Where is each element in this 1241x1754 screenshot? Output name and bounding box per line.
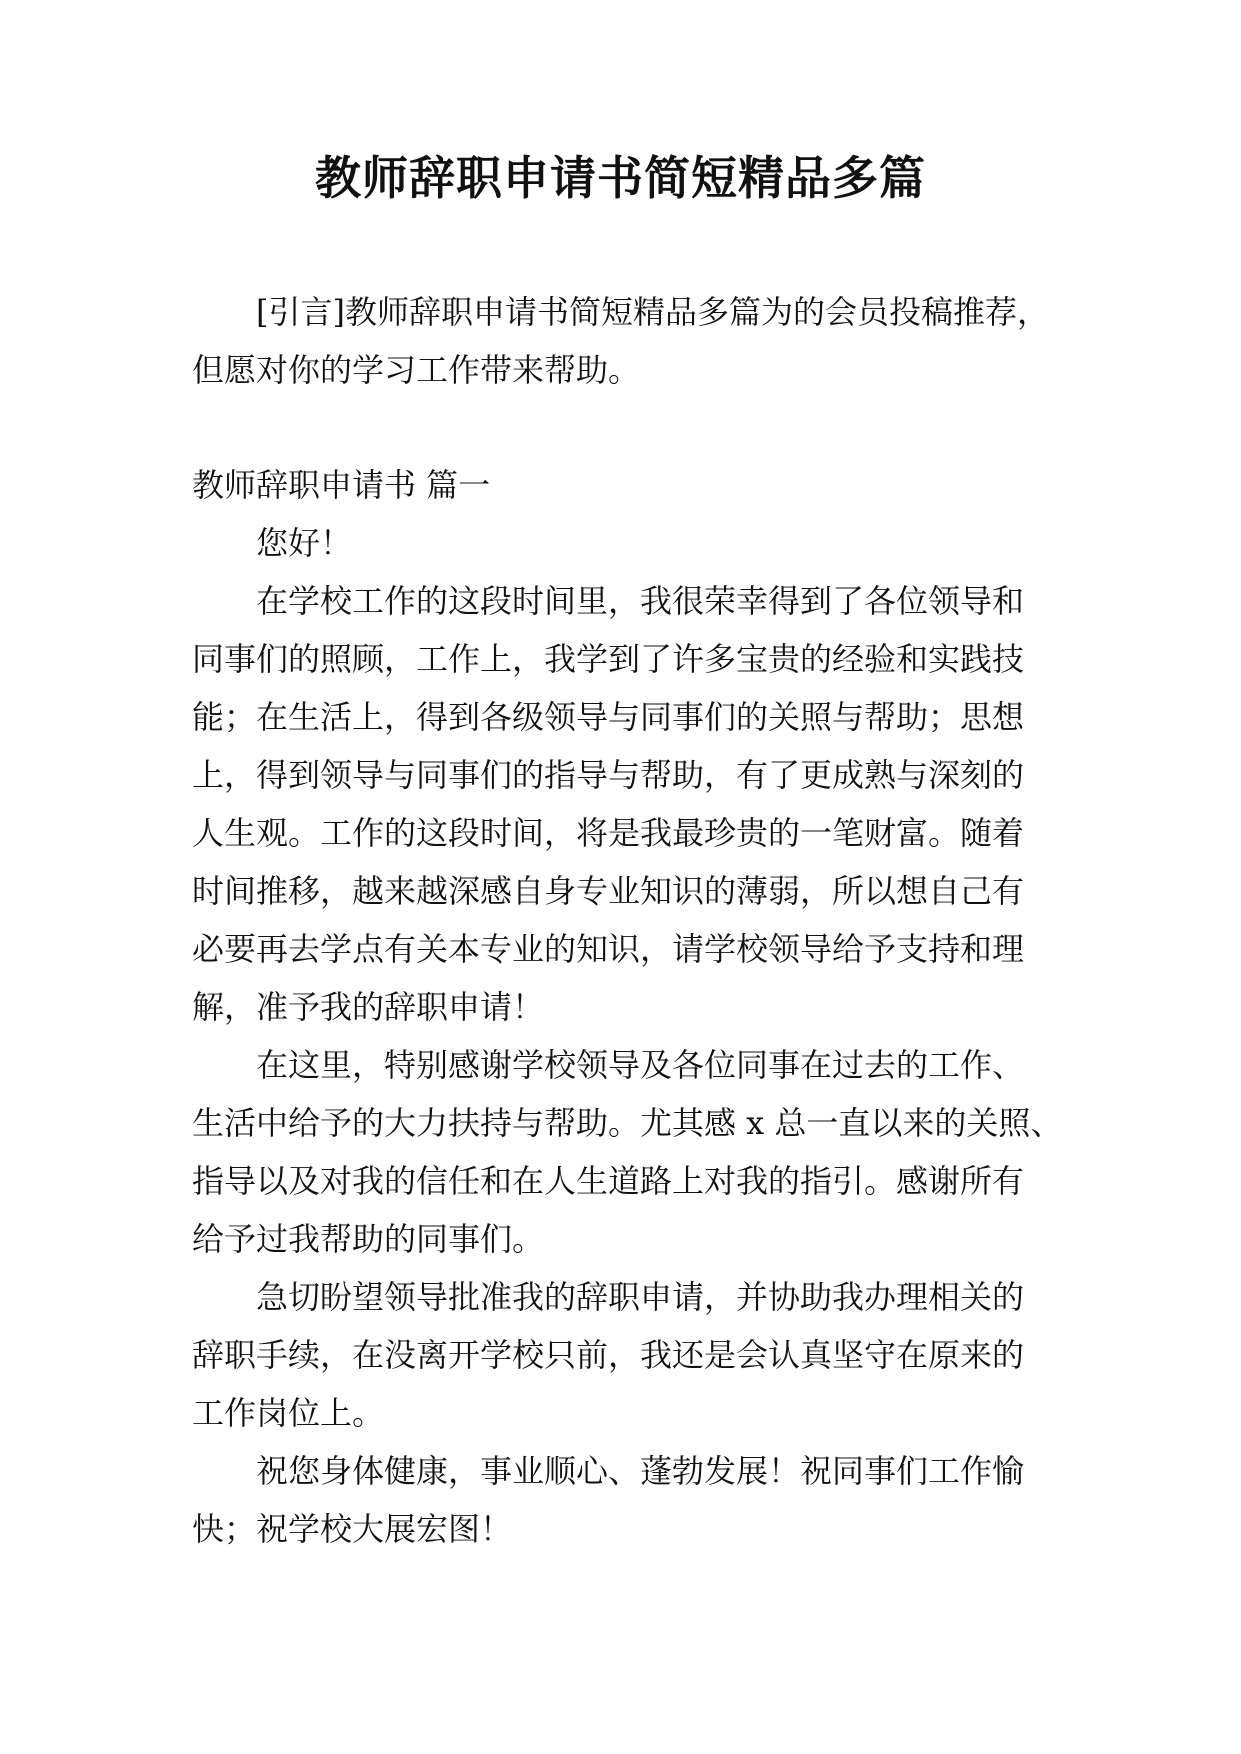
section-heading: 教师辞职申请书 篇一 [192,466,491,504]
document-body [192,283,1063,1558]
spacer [192,399,1052,456]
paragraph-line: 在学校工作的这段时间里，我很荣幸得到了各位领导和 [256,582,1025,620]
greeting: 您好！ [256,524,353,562]
paragraph-line: 工作岗位上。 [192,1394,385,1432]
body-paragraph [192,1442,1052,1558]
paragraph-line: 生活中给予的大力扶持与帮助。尤其感 x 总一直以来的关照、 [192,1104,1063,1142]
document-title: 教师辞职申请书简短精品多篇 [315,151,926,205]
paragraph-line: 祝您身体健康，事业顺心、蓬勃发展！祝同事们工作愉 [256,1452,1025,1490]
body-paragraph [192,572,1052,1036]
paragraph-line: 必要再去学点有关本专业的知识，请学校领导给予支持和理 [192,930,1025,968]
paragraph-line: 能；在生活上，得到各级领导与同事们的关照与帮助；思想 [192,698,1025,736]
intro-line: [引言]教师辞职申请书简短精品多篇为的会员投稿推荐， [256,293,1049,331]
paragraph-line: 急切盼望领导批准我的辞职申请，并协助我办理相关的 [256,1278,1025,1316]
paragraph-line: 快；祝学校大展宏图！ [192,1510,513,1548]
paragraph-line: 辞职手续，在没离开学校只前，我还是会认真坚守在原来的 [192,1336,1025,1374]
intro-paragraph [192,283,1052,399]
paragraph-line: 时间推移，越来越深感自身专业知识的薄弱，所以想自己有 [192,872,1025,910]
paragraph-line: 同事们的照顾，工作上，我学到了许多宝贵的经验和实践技 [192,640,1025,678]
paragraph-line: 解，准予我的辞职申请！ [192,988,545,1026]
paragraph-line: 给予过我帮助的同事们。 [192,1220,545,1258]
paragraph-line: 在这里，特别感谢学校领导及各位同事在过去的工作、 [256,1046,1025,1084]
paragraph-line: 上，得到领导与同事们的指导与帮助，有了更成熟与深刻的 [192,756,1025,794]
body-paragraph [192,1036,1063,1268]
paragraph-line: 人生观。工作的这段时间，将是我最珍贵的一笔财富。随着 [192,814,1025,852]
intro-line: 但愿对你的学习工作带来帮助。 [192,351,641,389]
body-paragraph [192,1268,1052,1442]
paragraph-line: 指导以及对我的信任和在人生道路上对我的指引。感谢所有 [192,1162,1025,1200]
